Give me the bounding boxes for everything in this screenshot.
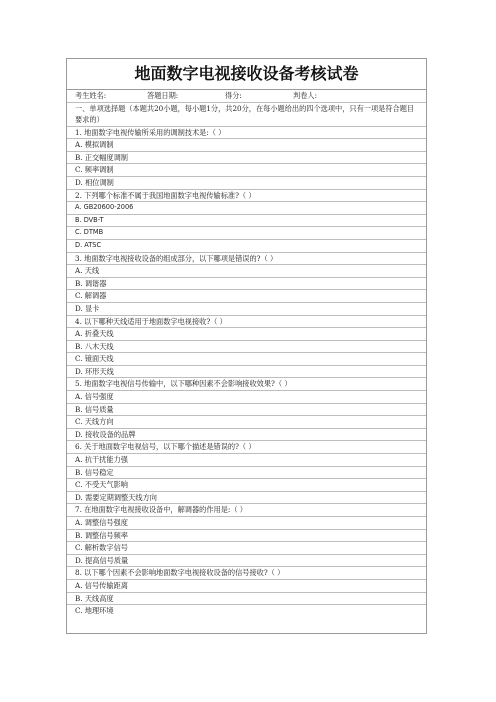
option-c: C. 不受天气影响: [67, 479, 426, 492]
exam-date-label: 答题日期:: [147, 91, 179, 100]
option-a: A. GB20600-2006: [67, 202, 426, 215]
question-text: 2. 下列哪个标准不属于我国地面数字电视传输标准?（ ）: [67, 190, 426, 203]
option-b: B. 调整信号频率: [67, 530, 426, 543]
grader-label: 判卷人:: [293, 91, 317, 100]
option-c: C. 频率调制: [67, 164, 426, 177]
option-a: A. 信号强度: [67, 391, 426, 404]
option-c: C. 解调器: [67, 290, 426, 303]
option-d: D. 环形天线: [67, 366, 426, 379]
option-d: D. ATSC: [67, 240, 426, 253]
score-label: 得分:: [225, 91, 242, 100]
question-text: 5. 地面数字电视信号传输中，以下哪种因素不会影响接收效果?（ ）: [67, 378, 426, 391]
option-b: B. 信号稳定: [67, 467, 426, 480]
exam-title: 地面数字电视接收设备考核试卷: [67, 59, 426, 90]
option-c: C. DTMB: [67, 227, 426, 240]
option-d: D. 接收设备的品牌: [67, 429, 426, 442]
option-b: B. 正交幅度调制: [67, 152, 426, 165]
option-c: C. 镜面天线: [67, 353, 426, 366]
section-heading: 一、单项选择题（本题共20小题，每小题1分，共20分，在每小题给出的四个选项中，只有一项是符合题目要求的）: [67, 103, 426, 127]
option-a: A. 天线: [67, 265, 426, 278]
candidate-name-label: 考生姓名:: [75, 91, 107, 100]
option-d: D. 相位调制: [67, 177, 426, 190]
option-c: C. 解析数字信号: [67, 542, 426, 555]
option-b: B. 信号质量: [67, 404, 426, 417]
exam-info-row: [67, 90, 426, 103]
option-d: D. 显卡: [67, 303, 426, 316]
option-a: A. 调整信号强度: [67, 517, 426, 530]
option-a: A. 抗干扰能力强: [67, 454, 426, 467]
question-text: 1. 地面数字电视传输所采用的调制技术是:（ ）: [67, 127, 426, 140]
exam-sheet: [66, 58, 427, 634]
option-a: A. 模拟调制: [67, 139, 426, 152]
option-d: D. 需要定期调整天线方向: [67, 492, 426, 505]
option-b: B. 天线高度: [67, 593, 426, 606]
question-text: 6. 关于地面数字电视信号，以下哪个描述是错误的?（ ）: [67, 441, 426, 454]
question-text: 7. 在地面数字电视接收设备中，解调器的作用是:（ ）: [67, 504, 426, 517]
option-c: C. 地理环境: [75, 606, 114, 616]
option-a: A. 折叠天线: [67, 328, 426, 341]
exam-rows: [67, 90, 426, 617]
option-b: B. DVB-T: [67, 215, 426, 228]
option-b: B. 八木天线: [67, 341, 426, 354]
question-text: 8. 以下哪个因素不会影响地面数字电视接收设备的信号接收?（ ）: [67, 567, 426, 580]
option-a: A. 信号传输距离: [67, 580, 426, 593]
question-text: 4. 以下哪种天线适用于地面数字电视接收?（ ）: [67, 316, 426, 329]
option-c: C. 天线方向: [67, 416, 426, 429]
option-b: B. 调谐器: [67, 278, 426, 291]
question-text: 3. 地面数字电视接收设备的组成部分，以下哪项是错误的?（ ）: [67, 253, 426, 266]
option-d: D. 提高信号质量: [67, 555, 426, 568]
